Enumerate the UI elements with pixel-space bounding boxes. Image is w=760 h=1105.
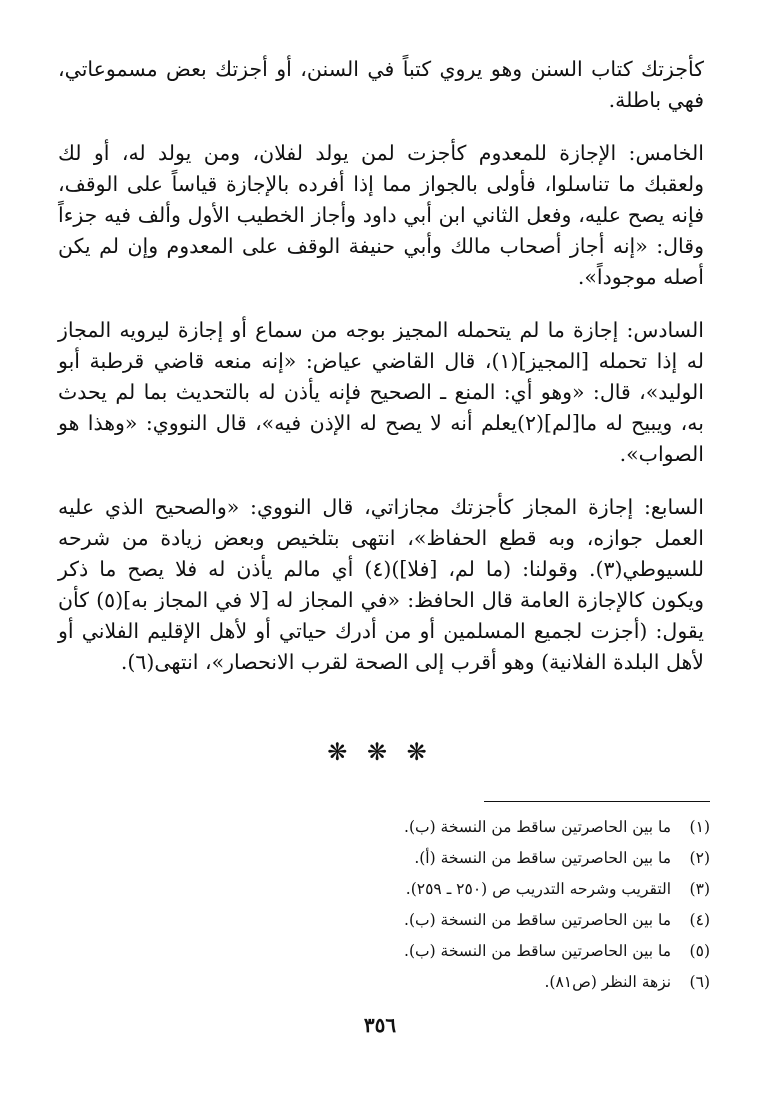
footnote-text: ما بين الحاصرتين ساقط من النسخة (ب). — [404, 911, 672, 929]
footnote-text: ما بين الحاصرتين ساقط من النسخة (ب). — [404, 818, 672, 836]
footnote-item — [190, 967, 710, 998]
footnote-number: (٥) — [689, 942, 710, 960]
footnote-divider — [484, 801, 710, 802]
footnote-number: (٦) — [689, 973, 710, 991]
paragraph-sixth: السادس: إجازة ما لم يتحمله المجيز بوجه من سماع أو إجازة ليرويه المجاز له إذا تحمله [المجيز](١)، قال القاضي عياض: «إنه منعه قاضي قرطبة أبو الوليد»، قال: «وهو أي: المنع ـ الصحيح فإنه يأذن له بالتحديث بما لم يحدث به، ويبيح له ما[لم](٢)يعلم أنه لا يصح له الإذن فيه»، قال النووي: «وهذا هو الصواب». — [58, 318, 704, 466]
footnote-item — [190, 936, 710, 967]
book-page — [58, 54, 704, 678]
section-ornament: ❋ ❋ ❋ — [327, 738, 433, 766]
footnote-text: نزهة النظر (ص٨١). — [544, 973, 672, 991]
footnote-number: (١) — [689, 818, 710, 836]
footnotes-list — [190, 812, 710, 998]
footnote-item — [190, 812, 710, 843]
footnote-item — [190, 905, 710, 936]
footnote-number: (٤) — [689, 911, 710, 929]
footnote-text: ما بين الحاصرتين ساقط من النسخة (أ). — [414, 849, 672, 867]
paragraph-seventh: السابع: إجازة المجاز كأجزتك مجازاتي، قال النووي: «والصحيح الذي عليه العمل جوازه، وبه قطع الحفاظ»، انتهى بتلخيص وبعض زيادة من شرحه للسيوطي(٣). وقولنا: (ما لم، [فلا])(٤) أي مالم يأذن له فلا يصح ما ذكر ويكون كالإجازة العامة قال الحافظ: «في المجاز له [لا في المجاز به](٥) كأن يقول: (أجزت لجميع المسلمين أو من أدرك حياتي أو لأهل الإقليم الفلاني أو لأهل البلدة الفلانية) وهو أقرب إلى الصحة لقرب الانحصار»، انتهى(٦). — [58, 495, 705, 674]
paragraph-fifth: الخامس: الإجازة للمعدوم كأجزت لمن يولد لفلان، ومن يولد له، أو لك ولعقبك ما تناسلوا، فأولى بالجواز مما إذا أفرده بالإجازة قياساً على الوقف، فإنه يصح عليه، وفعل الثاني ابن أبي داود وأجاز الخطيب الأول وألف فيه جزءاً وقال: «إنه أجاز أصحاب مالك وأبي حنيفة الوقف على المعدوم وإن لم يكن أصله موجوداً». — [58, 141, 704, 289]
page-number: ٣٥٦ — [363, 1013, 397, 1037]
footnote-item — [190, 843, 710, 874]
footnote-text: ما بين الحاصرتين ساقط من النسخة (ب). — [404, 942, 672, 960]
paragraph-intro: كأجزتك كتاب السنن وهو يروي كتباً في السنن، أو أجزتك بعض مسموعاتي، فهي باطلة. — [58, 57, 704, 112]
footnote-text: التقريب وشرحه التدريب ص (٢٥٠ ـ ٢٥٩). — [405, 880, 672, 898]
footnote-item — [190, 874, 710, 905]
footnote-number: (٢) — [689, 849, 710, 867]
footnote-number: (٣) — [689, 880, 710, 898]
